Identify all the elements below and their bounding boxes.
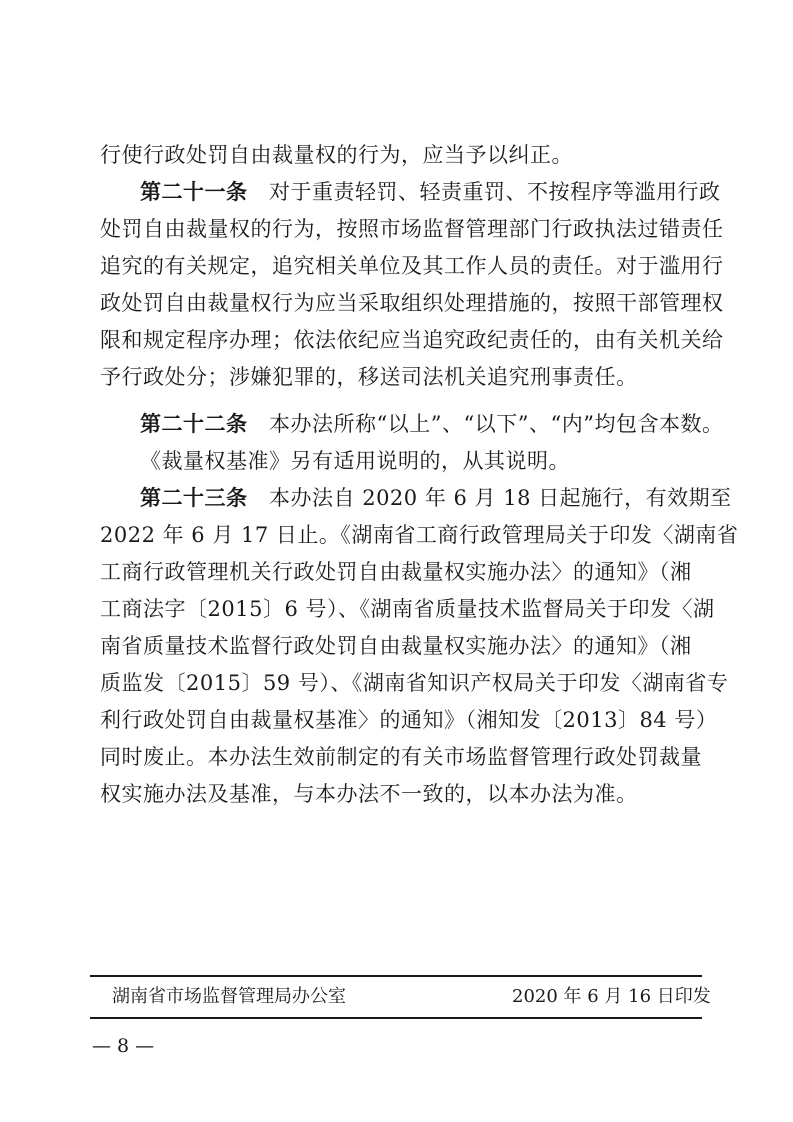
article-heading: 第二十一条 [140,180,248,204]
footer-top-rule [90,975,702,977]
text-line: 本办法自 2020 年 6 月 18 日起施行，有效期至 [269,486,732,510]
text-line: 限和规定程序办理；依法依纪应当追究政纪责任的，由有关机关给 [100,328,724,352]
text-line: 追究的有关规定，追究相关单位及其工作人员的责任。对于滥用行 [100,254,724,278]
text-line: 行使行政处罚自由裁量权的行为，应当予以纠正。 [100,143,573,167]
article-heading: 第二十二条 [140,412,248,436]
article-22 [140,409,724,439]
text-line: 工商行政管理机关行政处罚自由裁量权实施办法〉的通知》（湘 [100,560,692,584]
text-line: 予行政处分；涉嫌犯罪的，移送司法机关追究刑事责任。 [100,365,638,389]
article-heading: 第二十三条 [140,486,248,510]
article-23 [140,483,732,513]
text-line: 工商法字〔2015〕6 号）、《湖南省质量技术监督局关于印发〈湖 [100,597,715,621]
footer-bottom-rule [90,1017,702,1019]
text-line: 权实施办法及基准，与本办法不一致的，以本办法为准。 [100,782,638,806]
text-line: 2022 年 6 月 17 日止。《湖南省工商行政管理局关于印发〈湖南省 [100,523,739,547]
text-line: 本办法所称“以上”、“以下”、“内”均包含本数。 [269,412,724,436]
text-line: 南省质量技术监督行政处罚自由裁量权实施办法〉的通知》（湘 [100,634,692,658]
page-number: — 8 — [92,1035,155,1057]
article-21 [140,177,721,207]
text-line: 同时废止。本办法生效前制定的有关市场监督管理行政处罚裁量 [100,745,702,769]
text-line: 《裁量权基准》另有适用说明的，从其说明。 [140,449,570,473]
text-line: 政处罚自由裁量权行为应当采取组织处理措施的，按照干部管理权 [100,291,724,315]
footer-issuer: 湖南省市场监督管理局办公室 [112,986,346,1007]
text-line: 利行政处罚自由裁量权基准〉的通知》（湘知发〔2013〕84 号） [100,708,718,732]
text-line: 处罚自由裁量权的行为，按照市场监督管理部门行政执法过错责任 [100,217,724,241]
text-line: 质监发〔2015〕59 号）、《湖南省知识产权局关于印发〈湖南省专 [100,671,729,695]
footer-date: 2020 年 6 月 16 日印发 [512,986,711,1007]
text-line: 对于重责轻罚、轻责重罚、不按程序等滥用行政 [269,180,721,204]
